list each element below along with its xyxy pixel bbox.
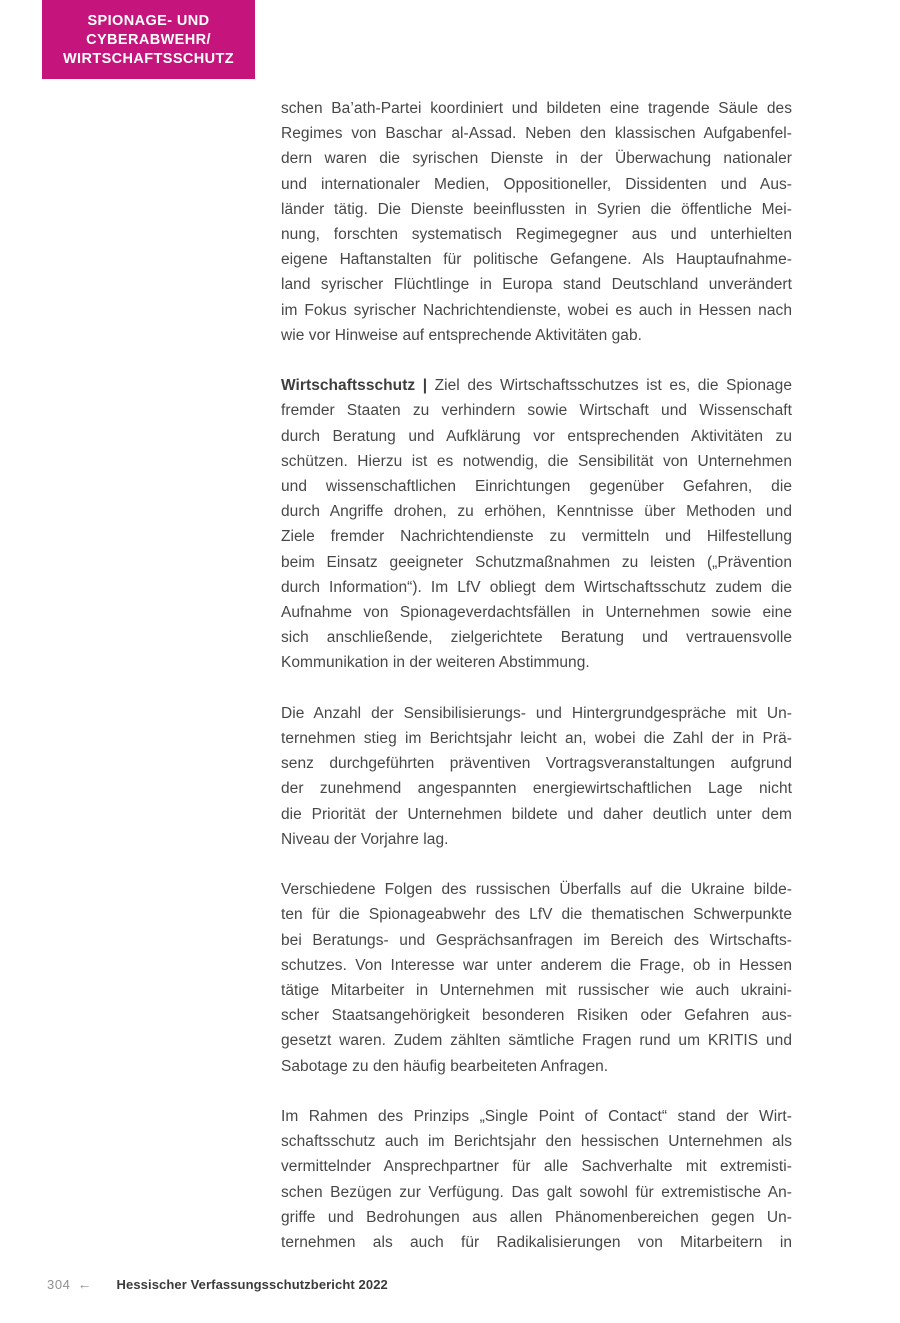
text-line: schützen. Hierzu ist es notwendig, die Sensibilität von Unternehmen [281, 452, 792, 470]
paragraph [281, 373, 792, 675]
text-line: bei Beratungs- und Gesprächsanfragen im Bereich des Wirtschafts- [281, 931, 792, 949]
text-line: scher Staatsangehörigkeit besonderen Risiken oder Gefahren aus- [281, 1007, 792, 1025]
left-arrow-icon: ← [77, 1276, 92, 1292]
text-line: schaftsschutz auch im Berichtsjahr den hessischen Unternehmen als [281, 1133, 792, 1151]
chapter-title-line: SPIONAGE- UND [87, 13, 210, 29]
paragraph-bold-lead: Wirtschaftsschutz | [281, 377, 435, 395]
paragraph [281, 877, 792, 1079]
chapter-title-line: WIRTSCHAFTSSCHUTZ [62, 51, 235, 67]
text-line: der zunehmend angespannten energiewirtschaftlichen Lage nicht [281, 780, 792, 798]
text-line: schen Bezügen zur Verfügung. Das galt sowohl für extremistische An- [281, 1183, 792, 1201]
text-line: im Fokus syrischer Nachrichtendienste, wobei es auch in Hessen nach [281, 301, 792, 319]
paragraph [281, 96, 792, 348]
page-number: 304 [47, 1276, 71, 1292]
text-line: dern waren die syrischen Dienste in der Überwachung nationaler [281, 150, 792, 168]
text-line: und internationaler Medien, Oppositioneller, Dissidenten und Aus- [281, 175, 792, 193]
page-footer [47, 1276, 847, 1292]
text-line: Kommunikation in der weiteren Abstimmung. [281, 654, 590, 672]
text-line: Regimes von Baschar al-Assad. Neben den klassischen Aufgabenfel- [281, 125, 792, 143]
text-line: sich anschließende, zielgerichtete Beratung und vertrauensvolle [281, 629, 792, 647]
text-line: Die Anzahl der Sensibilisierungs- und Hintergrundgespräche mit Un- [281, 704, 792, 722]
text-line: fremder Staaten zu verhindern sowie Wirtschaft und Wissenschaft [281, 402, 792, 420]
text-line: Sabotage zu den häufig bearbeiteten Anfragen. [281, 1057, 609, 1075]
text-line: und wissenschaftlichen Einrichtungen gegenüber Gefahren, die [281, 478, 792, 496]
text-line: ten für die Spionageabwehr des LfV die thematischen Schwerpunkte [281, 906, 792, 924]
text-line: durch Information“). Im LfV obliegt dem Wirtschaftsschutz zudem die [281, 578, 792, 596]
text-line: beim Einsatz geeigneter Schutzmaßnahmen zu leisten („Prävention [281, 553, 792, 571]
body-text-column [281, 96, 792, 1255]
paragraph [281, 1104, 792, 1255]
text-line: Niveau der Vorjahre lag. [281, 830, 449, 848]
text-line: durch Beratung und Aufklärung vor entsprechenden Aktivitäten zu [281, 427, 792, 445]
text-line: Aufnahme von Spionageverdachtsfällen in Unternehmen sowie eine [281, 604, 792, 622]
text-line: schutzes. Von Interesse war unter anderem die Frage, ob in Hessen [281, 956, 792, 974]
text-line: nung, forschten systematisch Regimegegner aus und unterhielten [281, 226, 792, 244]
chapter-title-line: CYBERABWEHR/ [86, 32, 211, 48]
text-line: eigene Haftanstalten für politische Gefangene. Als Hauptaufnahme- [281, 251, 792, 269]
text-line: Im Rahmen des Prinzips „Single Point of Contact“ stand der Wirt- [281, 1108, 792, 1126]
text-line: ternehmen als auch für Radikalisierungen von Mitarbeitern in [281, 1234, 792, 1252]
text-line: schen Ba’ath-Partei koordiniert und bildeten eine tragende Säule des [281, 100, 792, 117]
text-line: griffe und Bedrohungen aus allen Phänomenbereichen gegen Un- [281, 1208, 792, 1226]
text-line: die Priorität der Unternehmen bildete und daher deutlich unter dem [281, 805, 792, 823]
text-line: Ziele fremder Nachrichtendienste zu vermitteln und Hilfestellung [281, 528, 792, 546]
text-line: durch Angriffe drohen, zu erhöhen, Kenntnisse über Methoden und [281, 503, 792, 521]
text-line: senz durchgeführten präventiven Vortragsveranstaltungen aufgrund [281, 755, 792, 773]
text-line: gesetzt waren. Zudem zählten sämtliche Fragen rund um KRITIS und [281, 1032, 792, 1050]
chapter-header-tab [42, 0, 255, 79]
text-line: wie vor Hinweise auf entsprechende Aktivitäten gab. [281, 326, 642, 344]
text-line: Verschiedene Folgen des russischen Überfalls auf die Ukraine bilde- [281, 881, 792, 899]
text-line: tätige Mitarbeiter in Unternehmen mit russischer wie auch ukraini- [281, 982, 792, 1000]
report-title: Hessischer Verfassungsschutzbericht 2022 [116, 1276, 388, 1292]
text-line: ternehmen stieg im Berichtsjahr leicht an, wobei die Zahl der in Prä- [281, 730, 792, 748]
text-line: vermittelnder Ansprechpartner für alle Sachverhalte mit extremisti- [281, 1158, 792, 1176]
text-line: länder tätig. Die Dienste beeinflussten in Syrien die öffentliche Mei- [281, 200, 792, 218]
text-line: Wirtschaftsschutz | Ziel des Wirtschaftsschutzes ist es, die Spionage [281, 377, 792, 395]
paragraph [281, 701, 792, 852]
text-line: land syrischer Flüchtlinge in Europa stand Deutschland unverändert [281, 276, 792, 294]
